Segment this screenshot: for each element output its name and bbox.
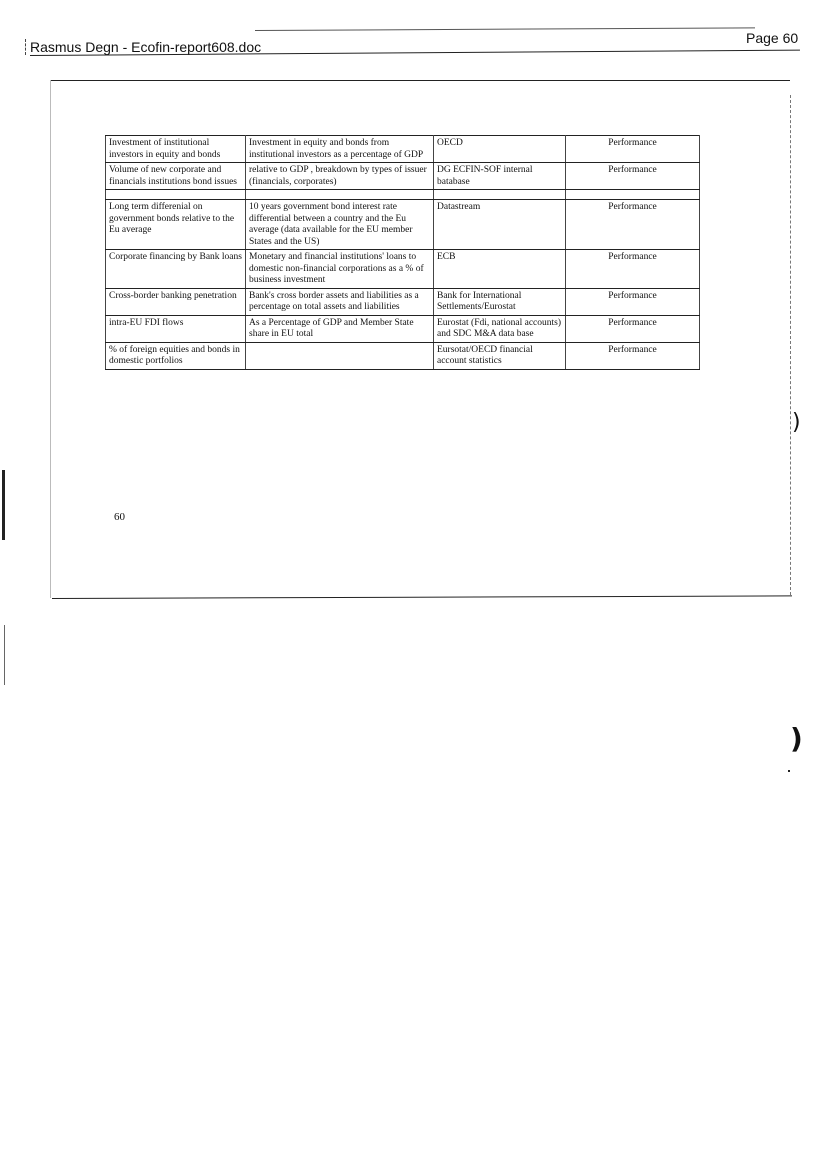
indicator-cell: % of foreign equities and bonds in domestic portfolios [106,342,246,369]
table-row [106,315,700,342]
source-cell: Bank for International Settlements/Eurostat [434,288,566,315]
table-row [106,288,700,315]
scan-artifact [4,625,5,685]
scan-artifact [2,470,5,540]
table-row [106,136,700,163]
page-number: 60 [114,511,125,523]
page-frame-top [50,80,790,81]
page-frame-right [790,95,791,595]
empty-cell [434,190,566,200]
scan-artifact: ) [790,722,803,755]
source-cell: Datastream [434,200,566,250]
table-row [106,200,700,250]
page-frame-left [50,80,51,598]
scan-artifact [788,770,790,772]
page-label: Page 60 [746,30,799,46]
description-cell: Bank's cross border assets and liabilities as a percentage on total assets and liabilities [246,288,434,315]
header-scan-line [255,27,755,31]
page-frame-bottom [52,595,792,599]
table-spacer-row [106,190,700,200]
type-cell: Performance [566,250,700,289]
indicator-cell: Long term differenial on government bonds relative to the Eu average [106,200,246,250]
type-cell: Performance [566,200,700,250]
table-row [106,250,700,289]
empty-cell [106,190,246,200]
description-cell: 10 years government bond interest rate differential between a country and the Eu average (data available for the EU member States and the US) [246,200,434,250]
description-cell: Monetary and financial institutions' loans to domestic non-financial corporations as a % of business investment [246,250,434,289]
indicator-cell: intra-EU FDI flows [106,315,246,342]
empty-cell [566,190,700,200]
type-cell: Performance [566,315,700,342]
indicator-table [105,135,700,370]
source-cell: ECB [434,250,566,289]
scan-artifact: ) [792,410,801,435]
indicator-cell: Corporate financing by Bank loans [106,250,246,289]
description-cell: Investment in equity and bonds from institutional investors as a percentage of GDP [246,136,434,163]
type-cell: Performance [566,288,700,315]
type-cell: Performance [566,136,700,163]
source-cell: DG ECFIN-SOF internal batabase [434,163,566,190]
description-cell: As a Percentage of GDP and Member State share in EU total [246,315,434,342]
document-title: Rasmus Degn - Ecofin-report608.doc [25,39,261,55]
type-cell: Performance [566,163,700,190]
source-cell: Eursotat/OECD financial account statistics [434,342,566,369]
source-cell: Eurostat (Fdi, national accounts) and SDC M&A data base [434,315,566,342]
indicator-cell: Investment of institutional investors in equity and bonds [106,136,246,163]
indicator-cell: Volume of new corporate and financials institutions bond issues [106,163,246,190]
indicator-cell: Cross-border banking penetration [106,288,246,315]
description-cell [246,342,434,369]
source-cell: OECD [434,136,566,163]
empty-cell [246,190,434,200]
table-row [106,342,700,369]
type-cell: Performance [566,342,700,369]
table-row [106,163,700,190]
description-cell: relative to GDP , breakdown by types of issuer (financials, corporates) [246,163,434,190]
